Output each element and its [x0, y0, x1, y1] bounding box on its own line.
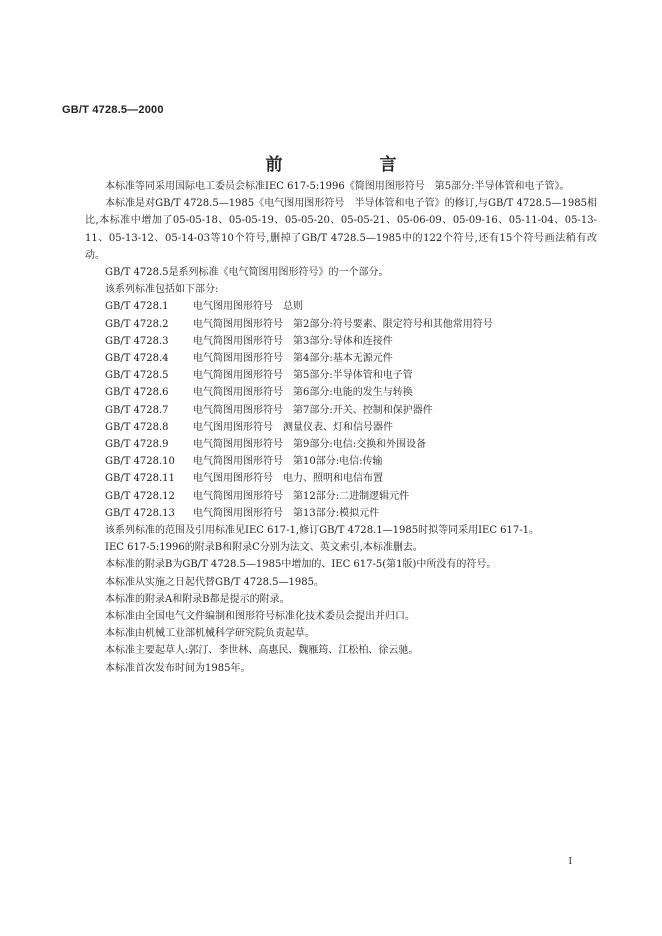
list-item: [85, 350, 597, 367]
part-title: 电气简图用图形符号 第7部分:开关、控制和保护器件: [193, 404, 433, 416]
paragraph: 本标准的附录B为GB/T 4728.5—1985中增加的、IEC 617-5(第1版)中所没有的符号。: [105, 559, 497, 571]
list-item: [85, 488, 597, 505]
paragraph: 本标准由全国电气文件编制和图形符号标准化技术委员会提出并归口。: [105, 611, 415, 623]
list-item: [85, 470, 597, 487]
paragraph: 本标准主要起草人:郭汀、李世林、高惠民、魏雁筠、江松柏、徐云驰。: [105, 645, 419, 657]
part-title: 电气图用图形符号 测量仪表、灯和信号器件: [193, 421, 393, 433]
part-title: 电气简图用图形符号 第3部分:导体和连接件: [193, 335, 393, 347]
list-item: [85, 505, 597, 522]
paragraph: 本标准首次发布时间为1985年。: [105, 662, 251, 674]
part-title: 电气简图用图形符号 第9部分:电信:交换和外围设备: [193, 439, 427, 451]
part-code: GB/T 4728.9: [105, 439, 169, 451]
list-item: [85, 367, 597, 384]
standard-parts-list: [85, 298, 597, 522]
part-title: 电气简图用图形符号 第13部分:模拟元件: [193, 507, 380, 519]
page-title: 前 言: [265, 155, 437, 175]
list-item: [85, 298, 597, 315]
foreword-body: [85, 178, 597, 677]
part-title: 电气简图用图形符号 第6部分:电能的发生与转换: [193, 387, 413, 399]
part-title: 电气简图用图形符号 第5部分:半导体管和电子管: [193, 370, 413, 382]
paragraph: GB/T 4728.5是系列标准《电气简图用图形符号》的一个部分。: [105, 267, 389, 279]
page-number: I: [568, 857, 572, 867]
part-title: 电气简图用图形符号 第2部分:符号要素、限定符号和其他常用符号: [193, 318, 493, 330]
part-code: GB/T 4728.7: [105, 404, 169, 416]
part-code: GB/T 4728.2: [105, 318, 169, 330]
part-code: GB/T 4728.5: [105, 370, 169, 382]
paragraph: 本标准是对GB/T 4728.5—1985《电气图用图形符号 半导体管和电子管》的修订,与GB/T 4728.5—1985相比,本标准中增加了05-05-18、05-05-19、05-05-20、05-05-21、05-06-09、05-09-16、05-11-04、05-13-11、05-13-12、05-14-03等10个符号,删掉了GB/T 4728.5—1985中的122个符号,还有15个符号画法稍有改动。: [85, 198, 597, 261]
standard-code: GB/T 4728.5—2000: [62, 104, 164, 116]
part-title: 电气简图用图形符号 第12部分:二进制逻辑元件: [193, 490, 410, 502]
paragraph: 本标准由机械工业部机械科学研究院负责起草。: [105, 628, 315, 640]
part-code: GB/T 4728.6: [105, 387, 169, 399]
paragraph: 本标准从实施之日起代替GB/T 4728.5—1985。: [105, 576, 324, 588]
part-title: 电气简图用图形符号 第4部分:基本无源元件: [193, 353, 393, 365]
paragraph: 该系列标准的范围及引用标准见IEC 617-1,修订GB/T 4728.1—1985时拟等同采用IEC 617-1。: [105, 525, 539, 537]
part-title: 电气图用图形符号 总则: [193, 301, 303, 313]
list-item: [85, 453, 597, 470]
list-item: [85, 316, 597, 333]
list-item: [85, 384, 597, 401]
list-item: [85, 419, 597, 436]
part-code: GB/T 4728.8: [105, 421, 169, 433]
part-code: GB/T 4728.12: [105, 490, 175, 502]
paragraph: 该系列标准包括如下部分:: [105, 284, 219, 296]
part-title: 电气简图用图形符号 第10部分:电信:传输: [193, 456, 383, 468]
part-title: 电气图用图形符号 电力、照明和电信布置: [193, 473, 383, 485]
paragraph: IEC 617-5:1996的附录B和附录C分别为法文、英文索引,本标准删去。: [105, 542, 423, 554]
part-code: GB/T 4728.10: [105, 456, 175, 468]
list-item: [85, 436, 597, 453]
paragraph: 本标准的附录A和附录B都是提示的附录。: [105, 593, 290, 605]
part-code: GB/T 4728.4: [105, 353, 169, 365]
paragraph: 本标准等同采用国际电工委员会标准IEC 617-5:1996《简图用图形符号 第5部分:半导体管和电子管》。: [105, 181, 570, 192]
part-code: GB/T 4728.13: [105, 507, 175, 519]
part-code: GB/T 4728.1: [105, 301, 169, 313]
part-code: GB/T 4728.3: [105, 335, 169, 347]
list-item: [85, 402, 597, 419]
part-code: GB/T 4728.11: [105, 473, 175, 485]
list-item: [85, 333, 597, 350]
